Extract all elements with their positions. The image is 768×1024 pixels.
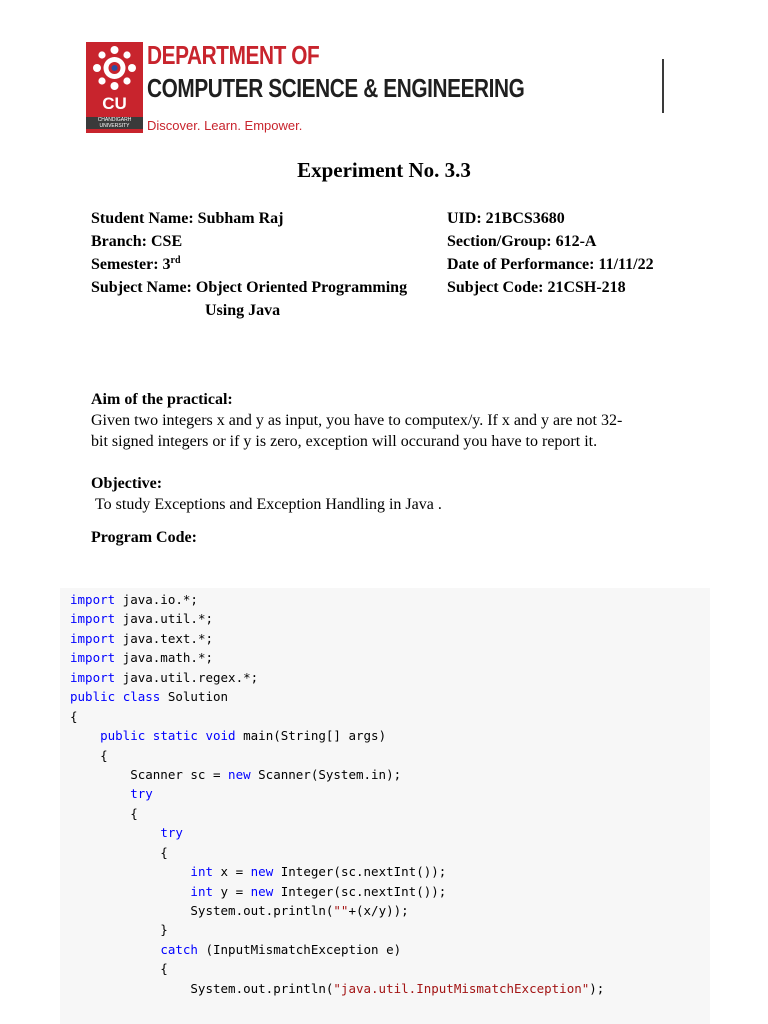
code-text: java.util.regex.*; bbox=[115, 669, 259, 685]
code-line bbox=[70, 707, 604, 726]
code-text bbox=[70, 942, 160, 957]
code-keyword: try bbox=[130, 786, 153, 802]
gear-emblem-icon bbox=[90, 45, 139, 91]
code-text: { bbox=[70, 747, 108, 763]
branch: Branch: CSE bbox=[91, 233, 183, 250]
code-line bbox=[70, 959, 604, 978]
code-keyword: public bbox=[100, 728, 146, 744]
code-line bbox=[70, 765, 604, 784]
logo-monogram: CU bbox=[102, 94, 127, 113]
code-line bbox=[70, 629, 604, 648]
code-text: { bbox=[70, 708, 78, 724]
uid: UID: 21BCS3680 bbox=[447, 210, 565, 227]
code-keyword: import bbox=[70, 592, 116, 607]
objective-section bbox=[91, 473, 691, 515]
code-lines bbox=[70, 590, 604, 998]
code-line bbox=[70, 784, 604, 803]
department-title-line1: DEPARTMENT OF bbox=[147, 40, 320, 70]
code-text: { bbox=[70, 805, 138, 821]
code-text bbox=[70, 825, 160, 840]
code-keyword: class bbox=[122, 689, 161, 705]
code-text bbox=[70, 728, 100, 743]
code-text bbox=[70, 786, 130, 801]
code-line bbox=[70, 804, 604, 823]
code-text: Scanner sc = bbox=[70, 766, 229, 782]
semester-suffix: rd bbox=[170, 255, 181, 266]
subject-name: Subject Name: Object Oriented Programming bbox=[91, 279, 408, 296]
code-line bbox=[70, 843, 604, 862]
university-logo bbox=[86, 42, 143, 133]
program-code-heading: Program Code: bbox=[91, 529, 197, 546]
code-line bbox=[70, 609, 604, 628]
code-keyword: import bbox=[70, 611, 116, 627]
code-text: { bbox=[70, 844, 168, 860]
code-text: ); bbox=[589, 980, 605, 996]
code-line bbox=[70, 590, 604, 609]
code-string: "java.util.InputMismatchException" bbox=[333, 980, 590, 996]
code-line bbox=[70, 882, 604, 901]
code-text bbox=[70, 884, 190, 899]
code-line bbox=[70, 979, 604, 998]
code-block bbox=[60, 588, 710, 1024]
header-divider bbox=[662, 59, 664, 113]
code-line bbox=[70, 746, 604, 765]
code-text bbox=[70, 864, 190, 879]
semester bbox=[91, 253, 451, 276]
semester-value: Semester: 3 bbox=[91, 256, 171, 273]
code-line bbox=[70, 940, 604, 959]
code-text: Integer(sc.nextInt()); bbox=[273, 883, 447, 899]
code-keyword: new bbox=[250, 883, 274, 899]
code-keyword: catch bbox=[160, 941, 198, 957]
code-keyword: import bbox=[70, 669, 116, 685]
code-text: java.math.*; bbox=[115, 650, 213, 666]
code-line bbox=[70, 823, 604, 842]
section-group: Section/Group: 612-A bbox=[447, 233, 597, 250]
code-text: main(String[] args) bbox=[235, 728, 387, 744]
code-string: "" bbox=[333, 903, 349, 918]
aim-text-line1: Given two integers x and y as input, you have to computex/y. If x and y are not 32- bbox=[91, 412, 623, 429]
code-text: java.util.*; bbox=[115, 611, 213, 627]
department-header bbox=[86, 37, 662, 137]
code-line bbox=[70, 687, 604, 706]
code-text bbox=[115, 689, 123, 704]
student-name: Student Name: Subham Raj bbox=[91, 210, 284, 227]
code-keyword: int bbox=[190, 883, 213, 899]
code-keyword: int bbox=[190, 864, 213, 880]
tagline: Discover. Learn. Empower. bbox=[147, 118, 303, 133]
subject-name-continued: Using Java bbox=[205, 302, 281, 319]
code-line bbox=[70, 726, 604, 745]
code-keyword: import bbox=[70, 630, 116, 646]
code-text: { bbox=[70, 961, 168, 977]
objective-text: To study Exceptions and Exception Handling in Java . bbox=[95, 496, 442, 513]
code-text: +(x/y)); bbox=[348, 903, 409, 918]
code-text: System.out.println( bbox=[70, 903, 334, 918]
code-line bbox=[70, 862, 604, 881]
code-text: System.out.println( bbox=[70, 980, 334, 996]
code-keyword: public bbox=[70, 689, 116, 705]
logo-university-name: CHANDIGARH UNIVERSITY bbox=[86, 117, 143, 129]
code-text: } bbox=[70, 922, 168, 938]
code-text: Scanner(System.in); bbox=[250, 766, 402, 782]
code-line bbox=[70, 901, 604, 920]
department-title-line2: COMPUTER SCIENCE & ENGINEERING bbox=[147, 73, 525, 103]
code-keyword: try bbox=[160, 825, 183, 841]
code-text: x = bbox=[213, 864, 251, 880]
student-info-right bbox=[447, 207, 747, 299]
code-keyword: static bbox=[152, 728, 198, 744]
aim-heading: Aim of the practical: bbox=[91, 391, 233, 408]
date-of-performance: Date of Performance: 11/11/22 bbox=[447, 256, 654, 273]
code-text: (InputMismatchException e) bbox=[197, 941, 402, 957]
aim-section bbox=[91, 389, 691, 452]
code-keyword: new bbox=[228, 766, 251, 782]
code-line bbox=[70, 920, 604, 939]
objective-heading: Objective: bbox=[91, 475, 163, 492]
student-info-left bbox=[91, 207, 451, 322]
code-text: Integer(sc.nextInt()); bbox=[273, 864, 447, 880]
code-text bbox=[145, 728, 153, 743]
code-text: Solution bbox=[160, 689, 229, 705]
code-line bbox=[70, 668, 604, 687]
subject-code: Subject Code: 21CSH-218 bbox=[447, 279, 626, 296]
aim-text-line2: bit signed integers or if y is zero, exception will occurand you have to report it. bbox=[91, 433, 598, 450]
code-keyword: void bbox=[205, 728, 236, 744]
code-keyword: new bbox=[250, 864, 274, 880]
code-text: y = bbox=[213, 883, 251, 899]
code-text: java.io.*; bbox=[115, 592, 198, 607]
code-line bbox=[70, 648, 604, 667]
code-keyword: import bbox=[70, 650, 116, 666]
code-text: java.text.*; bbox=[115, 630, 213, 646]
experiment-title: Experiment No. 3.3 bbox=[297, 158, 471, 182]
program-code-section bbox=[91, 527, 691, 548]
